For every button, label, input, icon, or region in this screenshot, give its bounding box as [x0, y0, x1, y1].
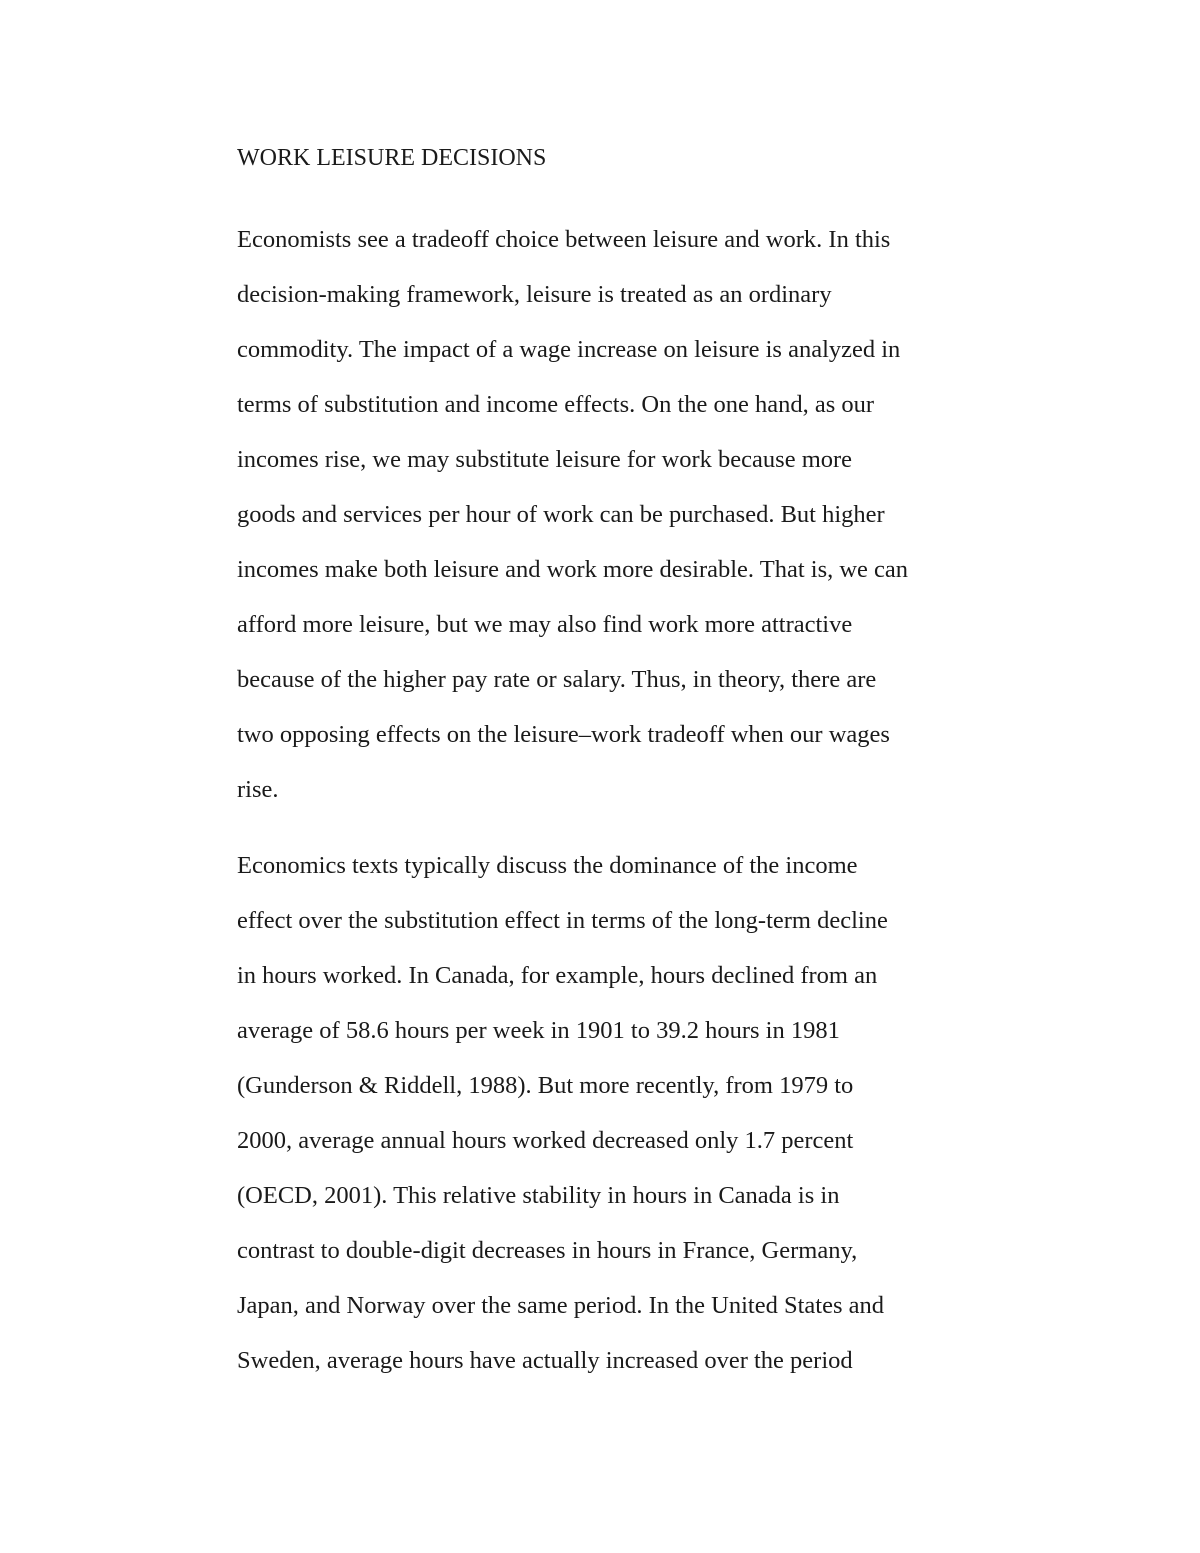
text-line: terms of substitution and income effects. On the one hand, as our — [237, 391, 875, 418]
text-line: average of 58.6 hours per week in 1901 to 39.2 hours in 1981 — [237, 1017, 840, 1044]
text-line: effect over the substitution effect in terms of the long-term decline — [237, 907, 888, 934]
text-line: goods and services per hour of work can be purchased. But higher — [237, 501, 885, 528]
text-line: (OECD, 2001). This relative stability in hours in Canada is in — [237, 1182, 840, 1209]
paragraph-2 — [237, 838, 977, 1388]
text-line: Economists see a tradeoff choice between leisure and work. In this — [237, 226, 891, 253]
text-line: two opposing effects on the leisure–work tradeoff when our wages — [237, 721, 890, 748]
text-line: rise. — [237, 776, 279, 803]
text-line: 2000, average annual hours worked decreased only 1.7 percent — [237, 1127, 854, 1154]
text-line: in hours worked. In Canada, for example, hours declined from an — [237, 962, 878, 989]
text-line: Economics texts typically discuss the dominance of the income — [237, 852, 858, 879]
document-body — [237, 140, 977, 1388]
text-line: incomes make both leisure and work more desirable. That is, we can — [237, 556, 909, 583]
document-title: WORK LEISURE DECISIONS — [237, 145, 547, 171]
paragraph-spacer — [237, 817, 977, 838]
text-line: Japan, and Norway over the same period. In the United States and — [237, 1292, 885, 1319]
text-line: commodity. The impact of a wage increase on leisure is analyzed in — [237, 336, 901, 363]
text-line: contrast to double-digit decreases in hours in France, Germany, — [237, 1237, 858, 1264]
text-line: (Gunderson & Riddell, 1988). But more recently, from 1979 to — [237, 1072, 854, 1099]
text-line: decision-making framework, leisure is treated as an ordinary — [237, 281, 832, 308]
text-line: afford more leisure, but we may also find work more attractive — [237, 611, 853, 638]
paragraph-1 — [237, 212, 977, 817]
text-line: because of the higher pay rate or salary. Thus, in theory, there are — [237, 666, 877, 693]
text-line: incomes rise, we may substitute leisure for work because more — [237, 446, 853, 473]
text-line: Sweden, average hours have actually increased over the period — [237, 1347, 853, 1374]
